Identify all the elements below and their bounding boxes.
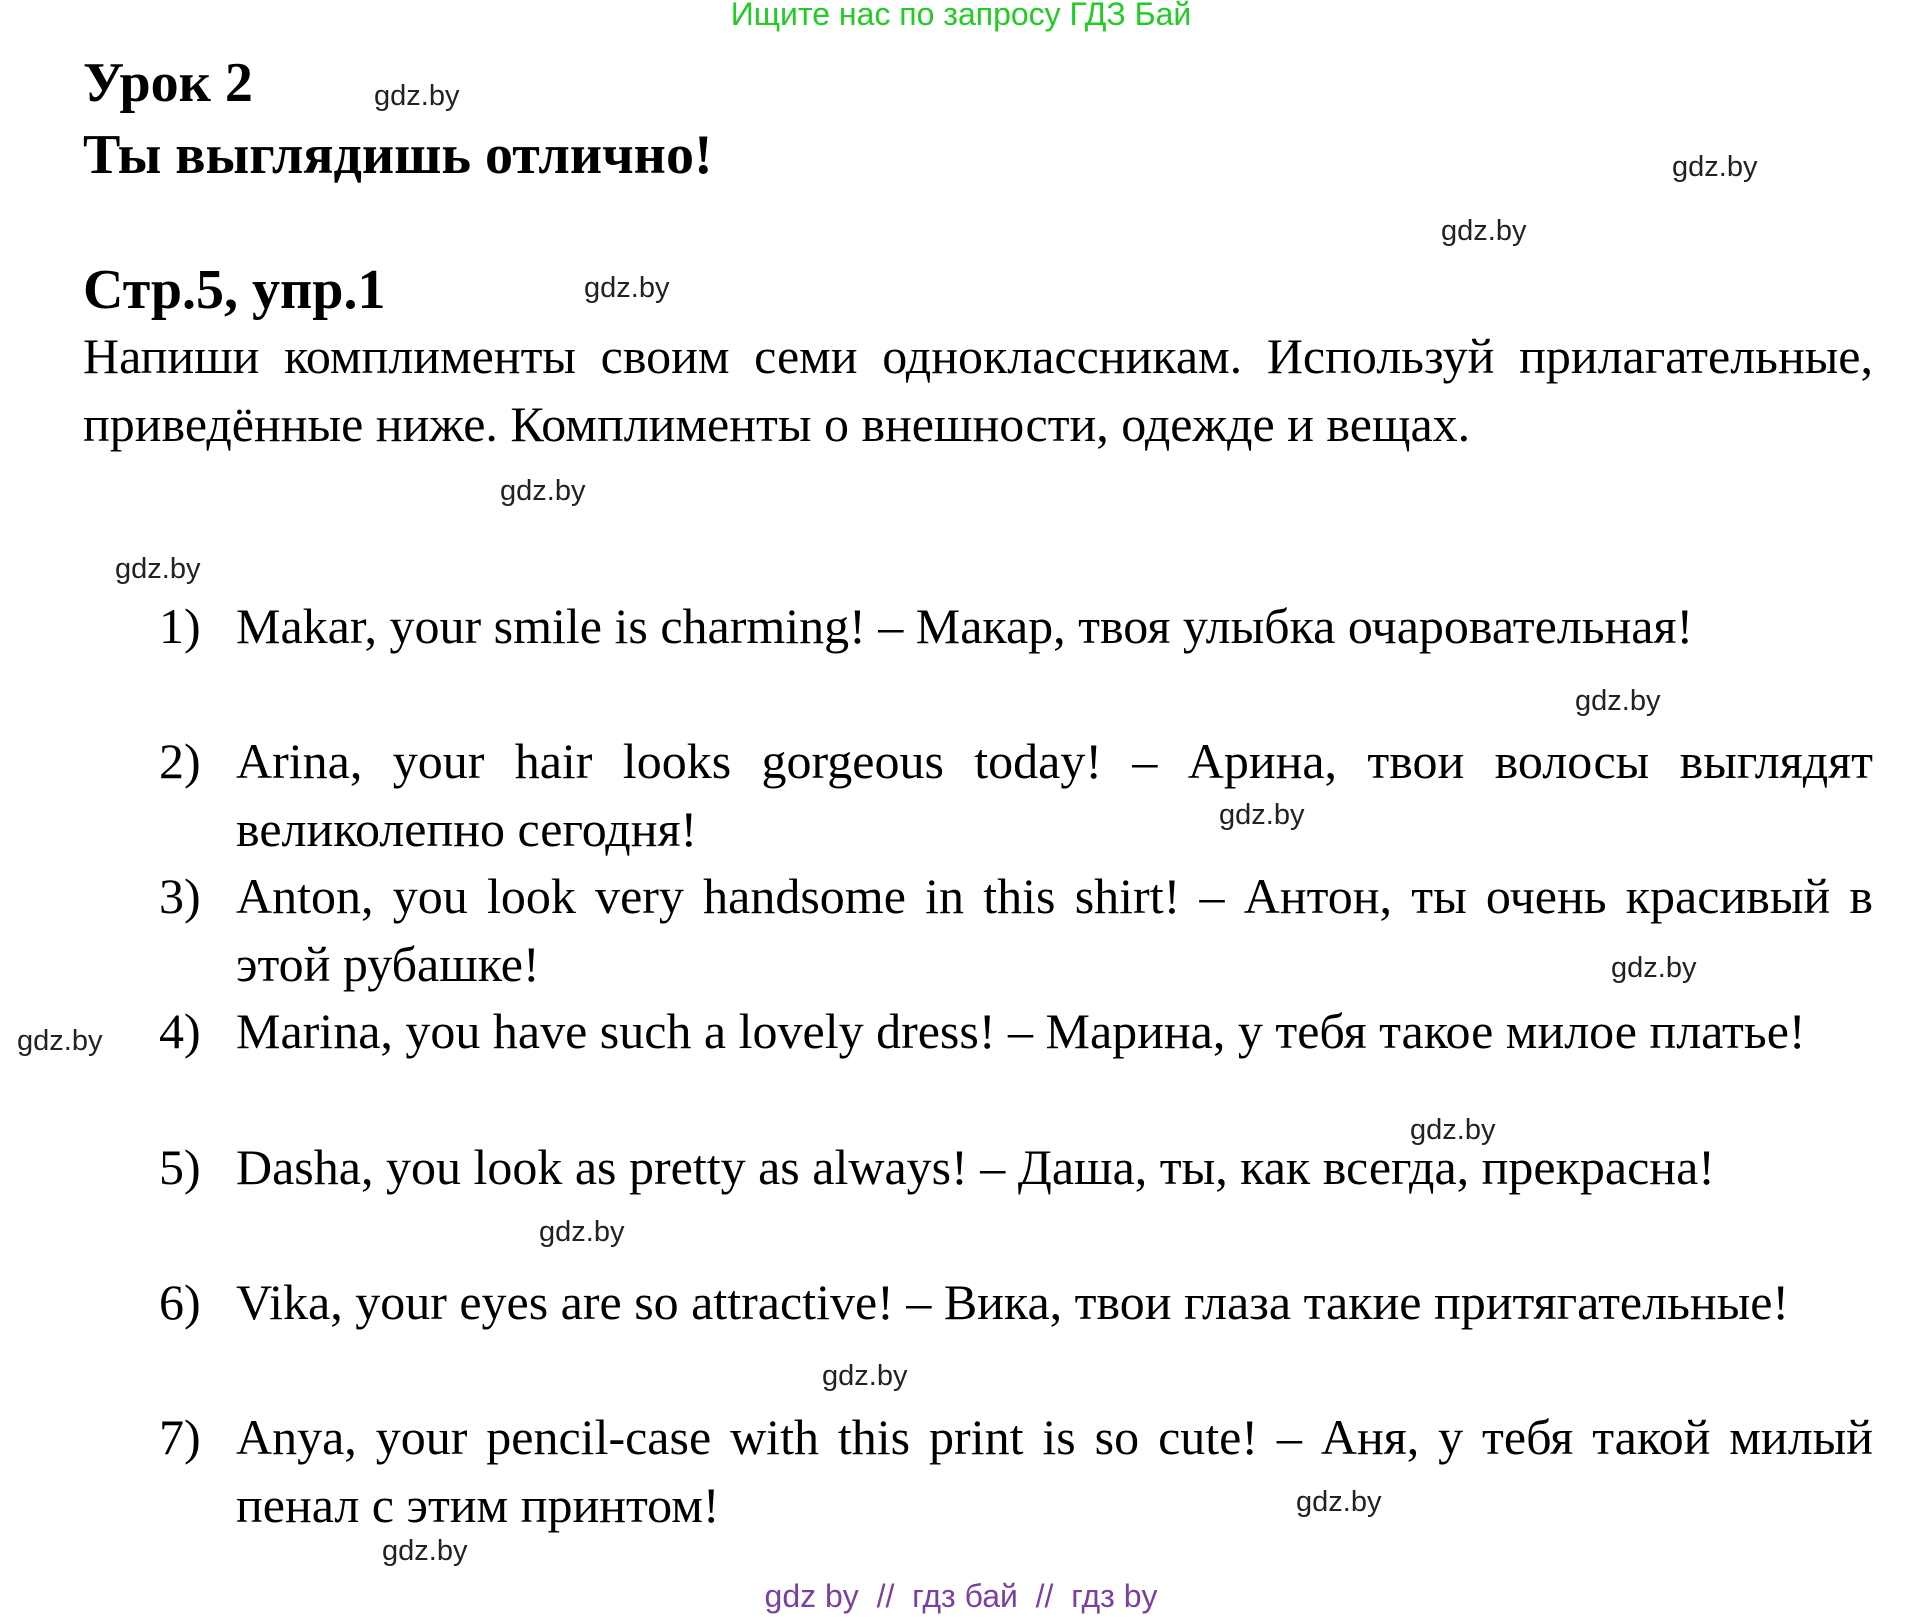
item-text: Anya, your pencil-case with this print is so cute! – Аня, у тебя такой милый пенал с этим принтом!: [236, 1409, 1873, 1533]
task-description: Напиши комплименты своим семи одноклассникам. Используй прилагательные, приведённые ниже. Комплименты о внешности, одежде и вещах.: [83, 328, 1873, 452]
list-item: [159, 1268, 1873, 1336]
item-number: 4): [159, 1003, 201, 1059]
item-text: Marina, you have such a lovely dress! – Марина, у тебя такое милое платье!: [236, 1003, 1806, 1059]
watermark: gdz.by: [1410, 1114, 1496, 1146]
item-number: 1): [159, 598, 201, 654]
watermark: gdz.by: [1441, 215, 1527, 247]
watermark: gdz.by: [539, 1216, 625, 1248]
watermark: gdz.by: [115, 553, 201, 585]
lesson-number: Урок 2: [83, 52, 253, 114]
watermark: gdz.by: [822, 1360, 908, 1392]
list-item: [159, 592, 1873, 660]
watermark: gdz.by: [17, 1025, 103, 1057]
item-number: 5): [159, 1139, 201, 1195]
watermark: gdz.by: [1672, 151, 1758, 183]
exercise-heading: Стр.5, упр.1: [83, 259, 386, 321]
watermark: gdz.by: [382, 1535, 468, 1567]
list-item: [159, 1133, 1873, 1201]
footer-links[interactable]: gdz by // гдз бай // гдз by: [764, 1578, 1158, 1614]
item-number: 3): [159, 868, 201, 924]
item-number: 7): [159, 1409, 201, 1465]
item-text: Makar, your smile is charming! – Макар, твоя улыбка очаровательная!: [236, 598, 1694, 654]
watermark: gdz.by: [1219, 799, 1305, 831]
watermark: gdz.by: [1611, 952, 1697, 984]
item-number: 6): [159, 1274, 201, 1330]
item-number: 2): [159, 733, 201, 789]
search-hint-banner: Ищите нас по запросу ГДЗ Бай: [730, 0, 1192, 32]
list-item: [159, 727, 1873, 863]
list-item: [159, 1403, 1873, 1539]
item-text: Anton, you look very handsome in this shirt! – Антон, ты очень красивый в этой рубашке!: [236, 868, 1873, 992]
item-text: Arina, your hair looks gorgeous today! – Арина, твои волосы выглядят великолепно сегодня!: [236, 733, 1873, 857]
lesson-title: Ты выглядишь отлично!: [83, 124, 713, 186]
list-item: [159, 997, 1873, 1065]
watermark: gdz.by: [1296, 1486, 1382, 1518]
watermark: gdz.by: [374, 80, 460, 112]
watermark: gdz.by: [1575, 685, 1661, 717]
item-text: Dasha, you look as pretty as always! – Даша, ты, как всегда, прекрасна!: [236, 1139, 1715, 1195]
watermark: gdz.by: [500, 475, 586, 507]
watermark: gdz.by: [584, 272, 670, 304]
item-text: Vika, your eyes are so attractive! – Вика, твои глаза такие притягательные!: [236, 1274, 1790, 1330]
